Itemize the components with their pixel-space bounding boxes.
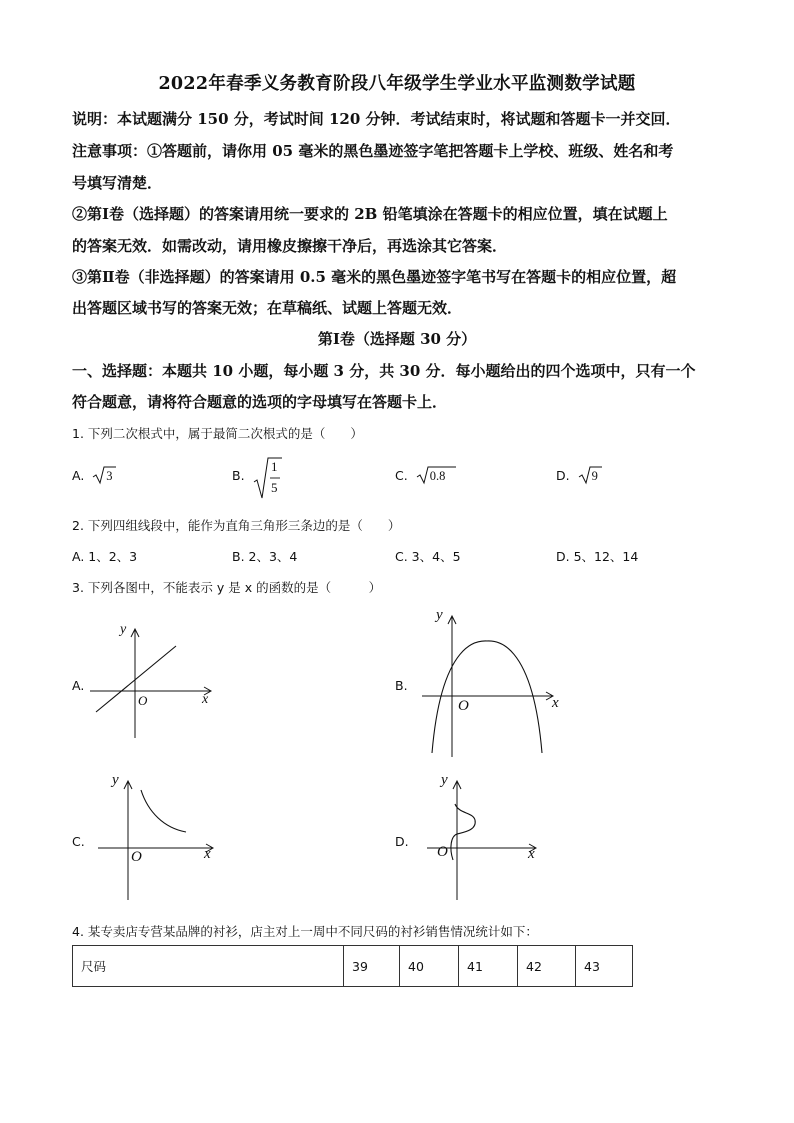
question-3-stem: 3. 下列各图中，不能表示 y 是 x 的函数的是（ ） xyxy=(72,580,382,595)
table-row xyxy=(73,946,633,987)
instructions-line: 号填写清楚． xyxy=(72,174,163,192)
instructions-line: 的答案无效．如需改动，请用橡皮擦擦干净后，再选涂其它答案． xyxy=(72,237,508,255)
radicand: 0.8 xyxy=(429,469,446,483)
y-axis-label: y xyxy=(120,622,127,637)
option-label: A. xyxy=(72,468,85,483)
origin-label: O xyxy=(131,849,142,865)
origin-label: O xyxy=(138,693,148,708)
function-curve xyxy=(141,790,186,832)
x-axis-label: x xyxy=(528,846,535,862)
q3-option-c-label: C. xyxy=(72,834,85,849)
x-axis-label: x xyxy=(202,692,209,707)
q3-graph-a xyxy=(90,618,220,740)
y-axis-label: y xyxy=(436,607,443,623)
radical-sign xyxy=(416,465,456,485)
sqrt-expression xyxy=(94,468,112,484)
radical-sign xyxy=(578,465,602,485)
numerator: 1 xyxy=(271,459,278,474)
section-heading: 第Ⅰ卷（选择题 30 分） xyxy=(317,330,477,348)
table-cell: 39 xyxy=(344,946,400,987)
x-axis-label: x xyxy=(552,695,559,711)
instructions-line: 出答题区域书写的答案无效；在草稿纸、试题上答题无效． xyxy=(72,299,463,317)
instructions-line: 注意事项：①答题前，请你用 05 毫米的黑色墨迹签字笔把答题卡上学校、班级、姓名和考 xyxy=(72,142,674,160)
table-cell: 40 xyxy=(400,946,459,987)
y-axis-label: y xyxy=(441,772,448,788)
q1-option-b xyxy=(232,468,245,483)
section-intro-line: 符合题意，请将符合题意的选项的字母填写在答题卡上． xyxy=(72,393,448,411)
table-cell: 41 xyxy=(459,946,518,987)
q3-option-b-label: B. xyxy=(395,678,408,693)
function-curve xyxy=(432,641,542,753)
radicand: 9 xyxy=(591,469,598,483)
question-2-stem: 2. 下列四组线段中，能作为直角三角形三条边的是（ ） xyxy=(72,518,401,533)
q3-graph-c xyxy=(96,772,226,902)
table-cell: 42 xyxy=(518,946,576,987)
origin-label: O xyxy=(458,698,469,714)
q3-option-a-label: A. xyxy=(72,678,85,693)
radical-sign xyxy=(92,465,116,485)
q1-option-a xyxy=(72,468,113,484)
function-curve xyxy=(451,804,475,860)
x-axis-label: x xyxy=(204,846,211,862)
q2-option-c: C. 3、4、5 xyxy=(395,549,461,564)
option-label: D. xyxy=(556,468,570,483)
function-curve xyxy=(96,646,176,712)
q2-option-a: A. 1、2、3 xyxy=(72,549,138,564)
question-1-stem: 1. 下列二次根式中，属于最简二次根式的是（ ） xyxy=(72,426,363,441)
sqrt-expression xyxy=(580,468,598,484)
denominator: 5 xyxy=(271,480,278,495)
q2-option-d: D. 5、12、14 xyxy=(556,549,639,564)
sqrt-expression xyxy=(418,468,446,484)
instructions-line: 说明：本试题满分 150 分，考试时间 120 分钟．考试结束时，将试题和答题卡一并交回． xyxy=(72,110,681,128)
q1-option-d xyxy=(556,468,598,484)
table-cell-header: 尺码 xyxy=(73,946,344,987)
graph-a-svg xyxy=(90,618,220,740)
q2-option-b: B. 2、3、4 xyxy=(232,549,298,564)
table-cell: 43 xyxy=(576,946,633,987)
q1-option-c xyxy=(395,468,445,484)
question-4-stem: 4. 某专卖店专营某品牌的衬衫，店主对上一周中不同尺码的衬衫销售情况统计如下： xyxy=(72,924,538,939)
option-label: C. xyxy=(395,468,408,483)
radical-sign xyxy=(252,456,282,500)
instructions-line: ②第Ⅰ卷（选择题）的答案请用统一要求的 2B 铅笔填涂在答题卡的相应位置，填在试题上 xyxy=(72,205,668,223)
graph-c-svg xyxy=(96,772,226,902)
q1-option-b-fraction xyxy=(252,456,282,500)
option-label: B. xyxy=(232,468,245,483)
page-title: 2022年春季义务教育阶段八年级学生学业水平监测数学试题 xyxy=(158,74,636,94)
origin-label: O xyxy=(437,844,448,860)
q3-graph-d xyxy=(425,772,555,902)
section-intro-line: 一、选择题：本题共 10 小题，每小题 3 分，共 30 分．每小题给出的四个选项中，只有一个 xyxy=(72,362,696,380)
y-axis-label: y xyxy=(112,772,119,788)
graph-b-svg xyxy=(420,605,570,760)
size-table xyxy=(72,945,633,987)
q3-graph-b xyxy=(420,605,570,760)
graph-d-svg xyxy=(425,772,555,902)
instructions-line: ③第Ⅱ卷（非选择题）的答案请用 0.5 毫米的黑色墨迹签字笔书写在答题卡的相应位置，超 xyxy=(72,268,677,286)
q3-option-d-label: D. xyxy=(395,834,409,849)
radicand: 3 xyxy=(106,469,113,483)
